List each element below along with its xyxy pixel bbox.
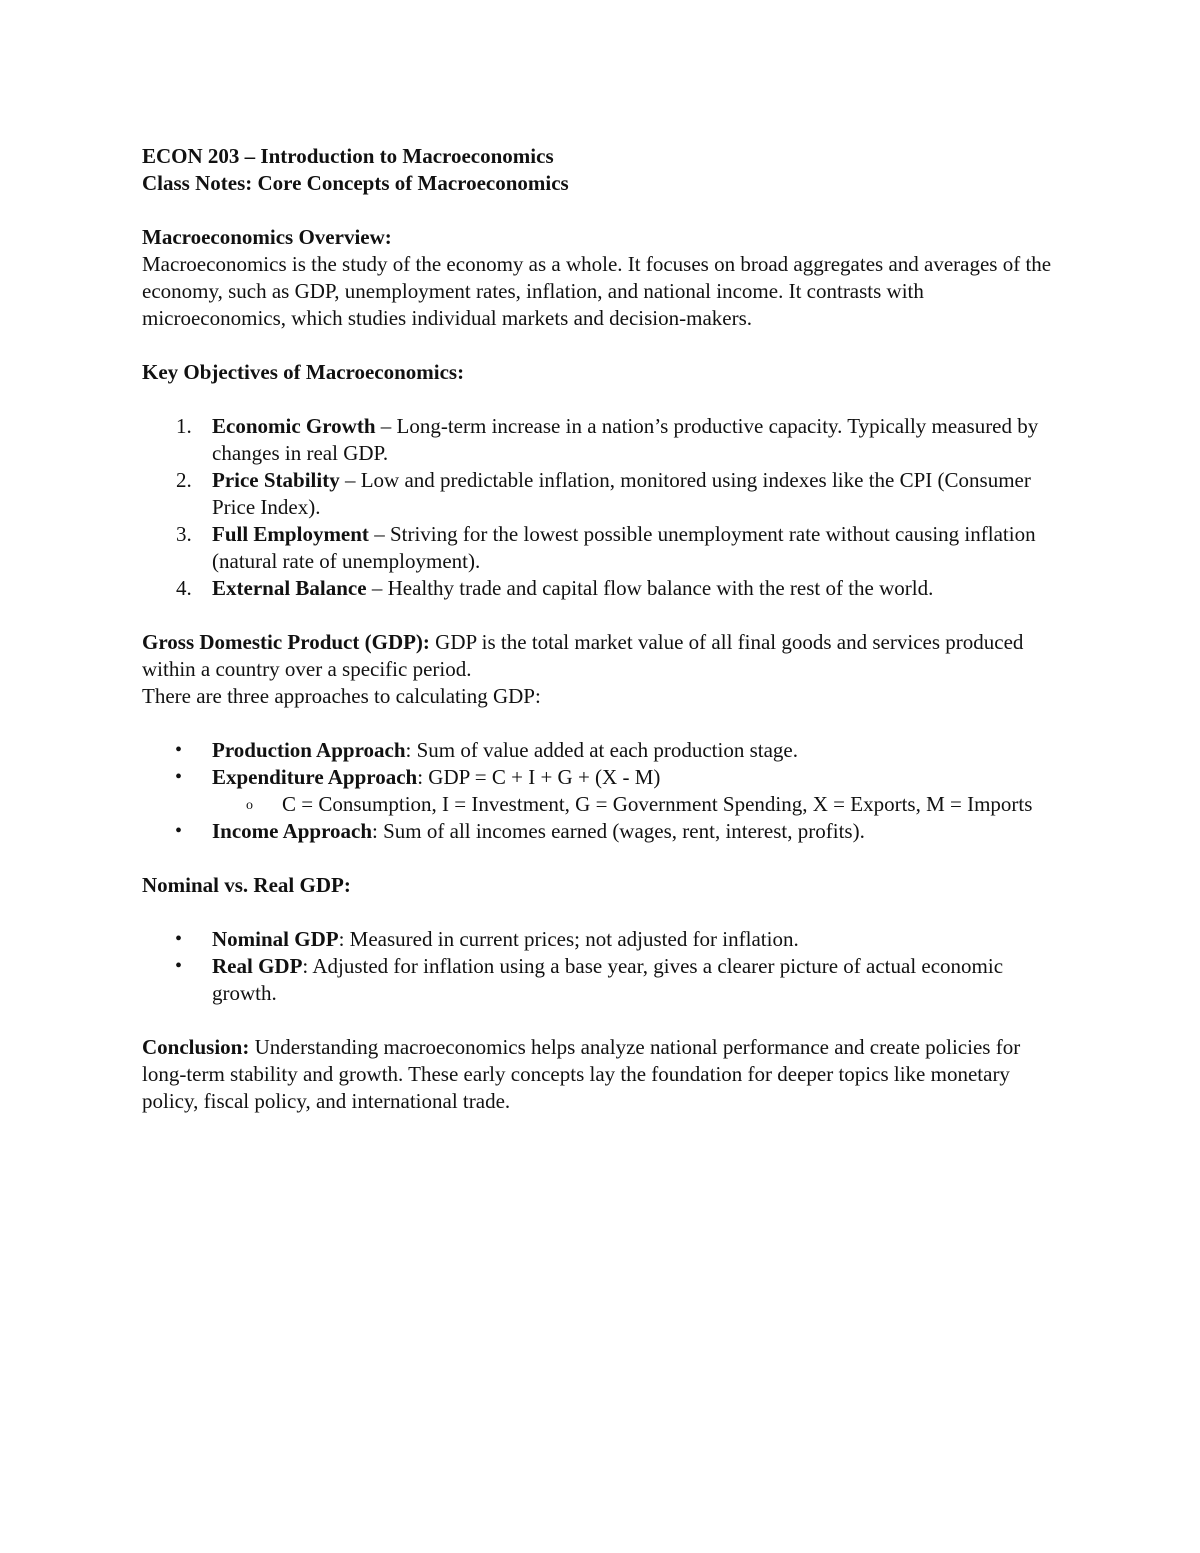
approach-text: : Sum of value added at each production stage. [405, 738, 798, 762]
overview-heading: Macroeconomics Overview: [142, 225, 392, 249]
conclusion-label: Conclusion: [142, 1035, 250, 1059]
gdp-heading: Gross Domestic Product (GDP): [142, 630, 430, 654]
spacer [142, 1007, 1062, 1034]
objective-text: – Long-term increase in a nation’s productive capacity. Typically measured by changes in real GDP. [212, 414, 1039, 465]
approach-term: Expenditure Approach [212, 765, 418, 789]
approach-term: Production Approach [212, 738, 406, 762]
gdp-approaches-intro: There are three approaches to calculating GDP: [142, 684, 541, 708]
gdp-type-text: : Adjusted for inflation using a base year, gives a clearer picture of actual economic growth. [212, 954, 1004, 1005]
notes-title: Class Notes: Core Concepts of Macroeconomics [142, 171, 569, 195]
list-item [142, 818, 1062, 845]
spacer [142, 386, 1062, 413]
gdp-approaches-list [142, 737, 1062, 845]
course-title: ECON 203 – Introduction to Macroeconomics [142, 144, 554, 168]
bullet-icon: • [175, 739, 183, 761]
list-number: 4. [176, 576, 192, 600]
objective-term: Economic Growth [212, 414, 376, 438]
list-number: 3. [176, 522, 192, 546]
objective-term: Full Employment [212, 522, 369, 546]
objective-text: – Healthy trade and capital flow balance with the rest of the world. [366, 576, 934, 600]
bullet-icon: • [175, 955, 183, 977]
spacer [142, 602, 1062, 629]
list-item [142, 953, 1062, 1007]
list-item [142, 575, 1062, 602]
document-page [142, 143, 1062, 1115]
bullet-icon: • [175, 766, 183, 788]
list-item [142, 926, 1062, 953]
approach-term: Income Approach [212, 819, 373, 843]
spacer [142, 899, 1062, 926]
overview-body: Macroeconomics is the study of the economy as a whole. It focuses on broad aggregates and averages of the economy, such as GDP, unemployment rates, inflation, and national income. It contrasts with microeconomics, which studies individual markets and decision-makers. [142, 252, 1052, 330]
spacer [142, 197, 1062, 224]
gdp-paragraph [142, 629, 1062, 683]
objectives-heading: Key Objectives of Macroeconomics: [142, 360, 465, 384]
gdp-type-term: Nominal GDP [212, 927, 339, 951]
list-number: 1. [176, 414, 192, 438]
approach-text: : Sum of all incomes earned (wages, rent, interest, profits). [372, 819, 865, 843]
gdp-type-text: : Measured in current prices; not adjusted for inflation. [338, 927, 799, 951]
spacer [142, 845, 1062, 872]
gdp-type-term: Real GDP [212, 954, 303, 978]
list-item [142, 467, 1062, 521]
objective-text: – Striving for the lowest possible unemployment rate without causing inflation (natural rate of unemployment). [212, 522, 1036, 573]
list-item [142, 764, 1062, 818]
objective-text: – Low and predictable inflation, monitored using indexes like the CPI (Consumer Price Index). [212, 468, 1031, 519]
nominal-real-heading: Nominal vs. Real GDP: [142, 873, 351, 897]
list-number: 2. [176, 468, 192, 492]
circle-bullet-icon: o [246, 798, 253, 813]
sub-list-item [212, 791, 1062, 818]
sub-list [212, 791, 1062, 818]
spacer [142, 332, 1062, 359]
sub-item-text: C = Consumption, I = Investment, G = Government Spending, X = Exports, M = Imports [282, 792, 1033, 816]
objective-term: Price Stability [212, 468, 340, 492]
approach-text: : GDP = C + I + G + (X - M) [417, 765, 661, 789]
conclusion-text: Understanding macroeconomics helps analyze national performance and create policies for long-term stability and growth. These early concepts lay the foundation for deeper topics like monetary policy, fiscal policy, and international trade. [142, 1035, 1021, 1113]
list-item [142, 413, 1062, 467]
objectives-list [142, 413, 1062, 602]
nominal-real-list [142, 926, 1062, 1007]
gdp-definition: GDP is the total market value of all final goods and services produced within a country over a specific period. [142, 630, 1024, 681]
list-item [142, 737, 1062, 764]
list-item [142, 521, 1062, 575]
bullet-icon: • [175, 928, 183, 950]
objective-term: External Balance [212, 576, 367, 600]
conclusion-paragraph [142, 1034, 1062, 1115]
spacer [142, 710, 1062, 737]
bullet-icon: • [175, 820, 183, 842]
